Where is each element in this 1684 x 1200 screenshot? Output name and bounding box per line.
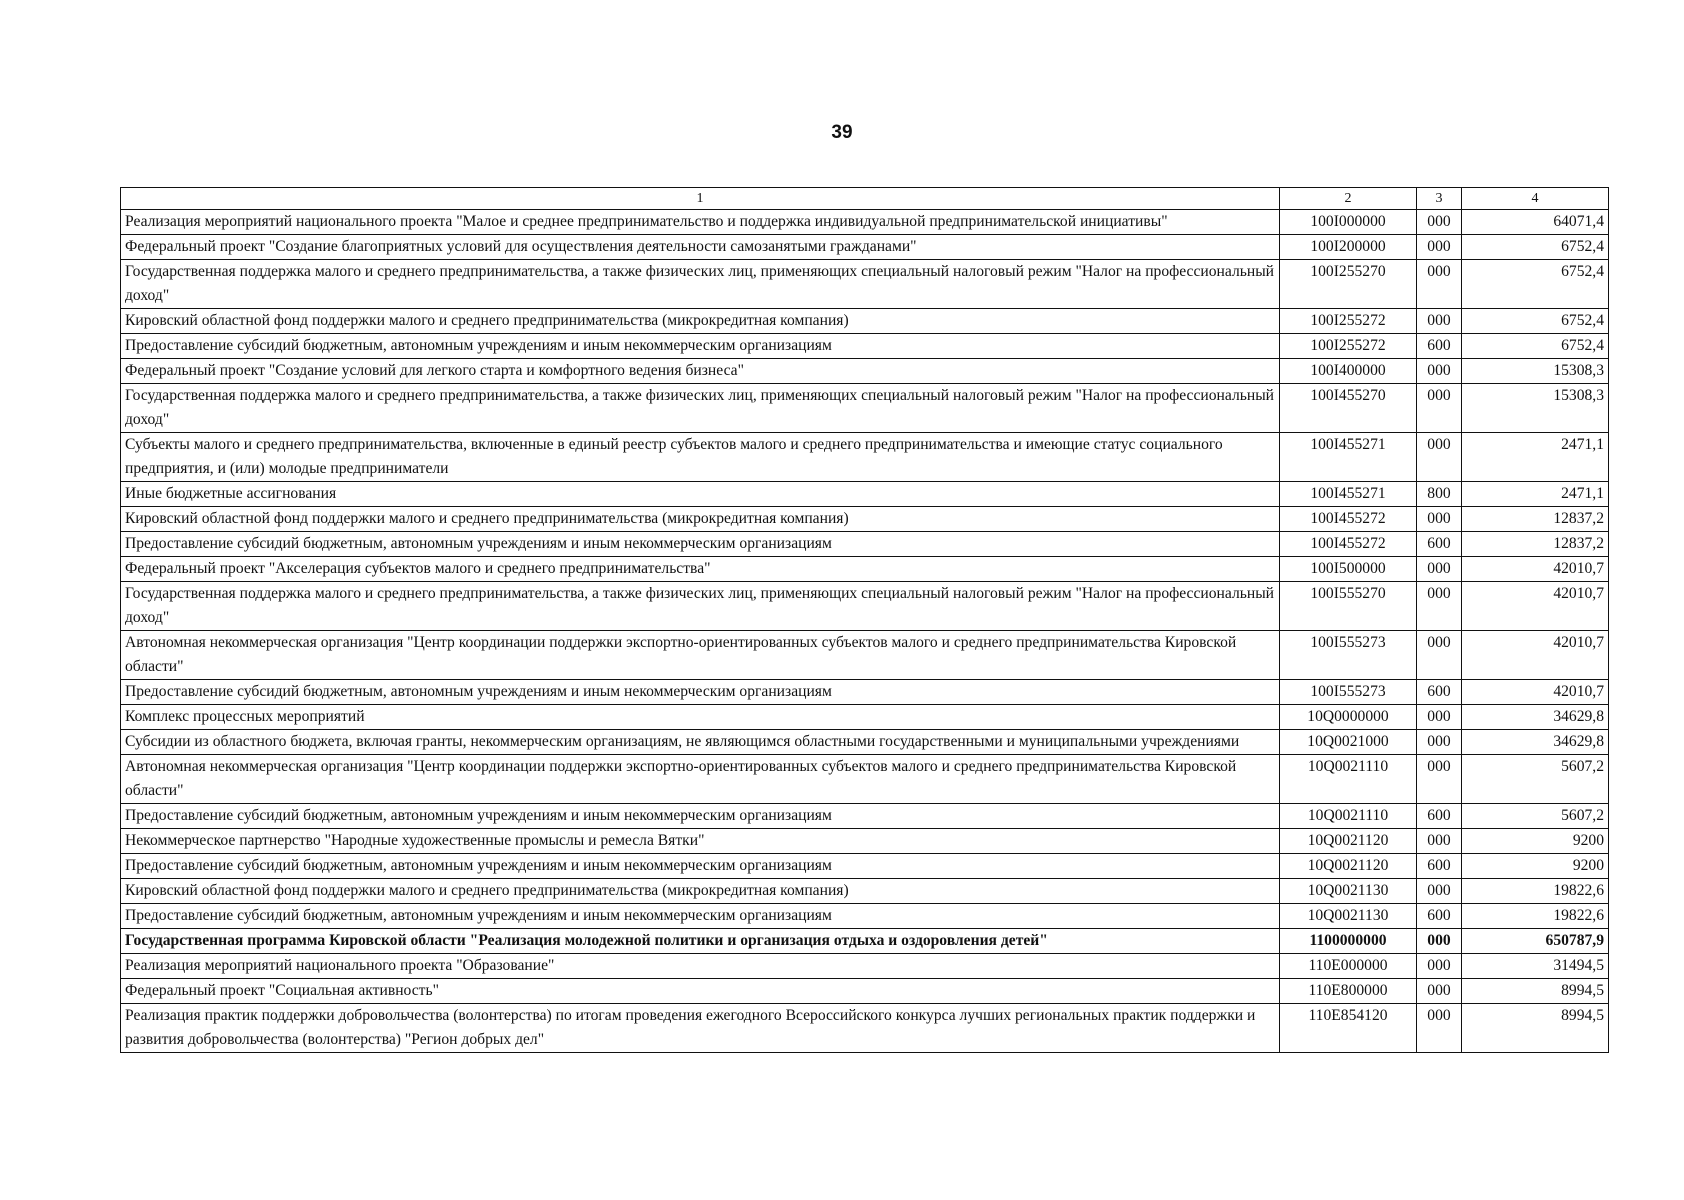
page-number: 39 <box>831 122 853 143</box>
row-amount-cell: 12837,2 <box>1462 532 1609 557</box>
row-amount-cell: 6752,4 <box>1462 235 1609 260</box>
row-code-cell: 110E000000 <box>1280 954 1417 979</box>
row-type-cell: 600 <box>1417 804 1462 829</box>
row-name-cell: Федеральный проект "Акселерация субъектов малого и среднего предпринимательства" <box>121 557 1280 582</box>
row-type-cell: 000 <box>1417 582 1462 631</box>
row-code-cell: 10Q0021110 <box>1280 755 1417 804</box>
row-amount-cell: 6752,4 <box>1462 334 1609 359</box>
row-amount-cell: 8994,5 <box>1462 1004 1609 1053</box>
row-type-cell: 600 <box>1417 680 1462 705</box>
row-code-cell: 10Q0021110 <box>1280 804 1417 829</box>
table-row <box>121 904 1609 929</box>
row-amount-cell: 31494,5 <box>1462 954 1609 979</box>
row-name-cell: Предоставление субсидий бюджетным, автономным учреждениям и иным некоммерческим организациям <box>121 854 1280 879</box>
row-type-cell: 600 <box>1417 904 1462 929</box>
column-header-amount: 4 <box>1462 188 1609 210</box>
table-row <box>121 1004 1609 1053</box>
row-type-cell: 000 <box>1417 309 1462 334</box>
row-code-cell: 100I255272 <box>1280 334 1417 359</box>
row-name-cell: Предоставление субсидий бюджетным, автономным учреждениям и иным некоммерческим организациям <box>121 334 1280 359</box>
row-code-cell: 100I400000 <box>1280 359 1417 384</box>
row-type-cell: 600 <box>1417 532 1462 557</box>
column-header-code: 2 <box>1280 188 1417 210</box>
row-name-cell: Субсидии из областного бюджета, включая гранты, некоммерческим организациям, не являющимся областными государственными и муниципальными учреждениями <box>121 730 1280 755</box>
row-amount-cell: 19822,6 <box>1462 879 1609 904</box>
column-header-name: 1 <box>121 188 1280 210</box>
row-code-cell: 100I455271 <box>1280 482 1417 507</box>
row-name-cell: Автономная некоммерческая организация "Центр координации поддержки экспортно-ориентированных субъектов малого и среднего предпринимательства Кировской области" <box>121 755 1280 804</box>
row-code-cell: 10Q0021130 <box>1280 904 1417 929</box>
row-name-cell: Реализация мероприятий национального проекта "Образование" <box>121 954 1280 979</box>
row-code-cell: 100I555273 <box>1280 680 1417 705</box>
row-amount-cell: 5607,2 <box>1462 804 1609 829</box>
row-code-cell: 100I000000 <box>1280 210 1417 235</box>
table-row <box>121 433 1609 482</box>
row-amount-cell: 42010,7 <box>1462 557 1609 582</box>
row-type-cell: 000 <box>1417 879 1462 904</box>
row-type-cell: 000 <box>1417 705 1462 730</box>
row-amount-cell: 64071,4 <box>1462 210 1609 235</box>
row-type-cell: 000 <box>1417 507 1462 532</box>
table-row <box>121 210 1609 235</box>
row-amount-cell: 6752,4 <box>1462 260 1609 309</box>
row-amount-cell: 42010,7 <box>1462 631 1609 680</box>
row-name-cell: Автономная некоммерческая организация "Центр координации поддержки экспортно-ориентированных субъектов малого и среднего предпринимательства Кировской области" <box>121 631 1280 680</box>
table-row <box>121 929 1609 954</box>
row-amount-cell: 9200 <box>1462 829 1609 854</box>
row-code-cell: 100I500000 <box>1280 557 1417 582</box>
table-row <box>121 829 1609 854</box>
row-name-cell: Государственная поддержка малого и среднего предпринимательства, а также физических лиц, применяющих специальный налоговый режим "Налог на профессиональный доход" <box>121 384 1280 433</box>
row-name-cell: Кировский областной фонд поддержки малого и среднего предпринимательства (микрокредитная компания) <box>121 879 1280 904</box>
row-type-cell: 000 <box>1417 730 1462 755</box>
row-amount-cell: 2471,1 <box>1462 482 1609 507</box>
table-row <box>121 260 1609 309</box>
row-name-cell: Государственная поддержка малого и среднего предпринимательства, а также физических лиц, применяющих специальный налоговый режим "Налог на профессиональный доход" <box>121 582 1280 631</box>
table-row <box>121 359 1609 384</box>
row-name-cell: Федеральный проект "Создание благоприятных условий для осуществления деятельности самозанятыми гражданами" <box>121 235 1280 260</box>
row-name-cell: Государственная поддержка малого и среднего предпринимательства, а также физических лиц, применяющих специальный налоговый режим "Налог на профессиональный доход" <box>121 260 1280 309</box>
row-code-cell: 100I555270 <box>1280 582 1417 631</box>
row-name-cell: Кировский областной фонд поддержки малого и среднего предпринимательства (микрокредитная компания) <box>121 507 1280 532</box>
table-row <box>121 384 1609 433</box>
row-name-cell: Реализация мероприятий национального проекта "Малое и среднее предпринимательство и поддержка индивидуальной предпринимательской инициативы" <box>121 210 1280 235</box>
row-code-cell: 10Q0021130 <box>1280 879 1417 904</box>
row-name-cell: Федеральный проект "Создание условий для легкого старта и комфортного ведения бизнеса" <box>121 359 1280 384</box>
row-name-cell: Некоммерческое партнерство "Народные художественные промыслы и ремесла Вятки" <box>121 829 1280 854</box>
table-row <box>121 235 1609 260</box>
row-type-cell: 000 <box>1417 359 1462 384</box>
table-row <box>121 954 1609 979</box>
row-code-cell: 100I455270 <box>1280 384 1417 433</box>
table-row <box>121 979 1609 1004</box>
table-row <box>121 532 1609 557</box>
table-row <box>121 804 1609 829</box>
row-name-cell: Предоставление субсидий бюджетным, автономным учреждениям и иным некоммерческим организациям <box>121 804 1280 829</box>
row-code-cell: 10Q0000000 <box>1280 705 1417 730</box>
table-row <box>121 705 1609 730</box>
row-type-cell: 000 <box>1417 210 1462 235</box>
row-type-cell: 600 <box>1417 334 1462 359</box>
table-row <box>121 507 1609 532</box>
row-type-cell: 000 <box>1417 979 1462 1004</box>
table-row <box>121 730 1609 755</box>
row-type-cell: 000 <box>1417 755 1462 804</box>
row-amount-cell: 8994,5 <box>1462 979 1609 1004</box>
row-amount-cell: 5607,2 <box>1462 755 1609 804</box>
table-row <box>121 482 1609 507</box>
row-name-cell: Реализация практик поддержки добровольчества (волонтерства) по итогам проведения ежегодного Всероссийского конкурса лучших региональных практик поддержки и развития добровольчества (волонтерства) "Регион добрых дел" <box>121 1004 1280 1053</box>
table-row <box>121 879 1609 904</box>
row-amount-cell: 34629,8 <box>1462 730 1609 755</box>
row-amount-cell: 2471,1 <box>1462 433 1609 482</box>
row-code-cell: 10Q0021000 <box>1280 730 1417 755</box>
row-code-cell: 100I555273 <box>1280 631 1417 680</box>
column-header-type: 3 <box>1417 188 1462 210</box>
row-amount-cell: 650787,9 <box>1462 929 1609 954</box>
row-name-cell: Предоставление субсидий бюджетным, автономным учреждениям и иным некоммерческим организациям <box>121 904 1280 929</box>
row-amount-cell: 15308,3 <box>1462 359 1609 384</box>
row-code-cell: 100I255272 <box>1280 309 1417 334</box>
row-code-cell: 100I455272 <box>1280 532 1417 557</box>
row-code-cell: 100I200000 <box>1280 235 1417 260</box>
row-type-cell: 000 <box>1417 384 1462 433</box>
row-name-cell: Иные бюджетные ассигнования <box>121 482 1280 507</box>
row-amount-cell: 9200 <box>1462 854 1609 879</box>
row-amount-cell: 6752,4 <box>1462 309 1609 334</box>
budget-table <box>120 187 1609 1053</box>
row-name-cell: Федеральный проект "Социальная активность" <box>121 979 1280 1004</box>
row-name-cell: Предоставление субсидий бюджетным, автономным учреждениям и иным некоммерческим организациям <box>121 532 1280 557</box>
row-name-cell: Кировский областной фонд поддержки малого и среднего предпринимательства (микрокредитная компания) <box>121 309 1280 334</box>
table-row <box>121 631 1609 680</box>
row-type-cell: 000 <box>1417 235 1462 260</box>
row-amount-cell: 34629,8 <box>1462 705 1609 730</box>
table-row <box>121 680 1609 705</box>
table-row <box>121 854 1609 879</box>
row-type-cell: 800 <box>1417 482 1462 507</box>
table-row <box>121 557 1609 582</box>
row-type-cell: 600 <box>1417 854 1462 879</box>
row-type-cell: 000 <box>1417 557 1462 582</box>
table-row <box>121 582 1609 631</box>
row-code-cell: 100I455272 <box>1280 507 1417 532</box>
row-amount-cell: 42010,7 <box>1462 582 1609 631</box>
table-header-row <box>121 188 1609 210</box>
row-type-cell: 000 <box>1417 260 1462 309</box>
row-name-cell: Комплекс процессных мероприятий <box>121 705 1280 730</box>
row-type-cell: 000 <box>1417 1004 1462 1053</box>
table-row <box>121 755 1609 804</box>
table-body <box>121 210 1609 1053</box>
row-code-cell: 110E800000 <box>1280 979 1417 1004</box>
row-type-cell: 000 <box>1417 433 1462 482</box>
row-amount-cell: 42010,7 <box>1462 680 1609 705</box>
row-code-cell: 100I455271 <box>1280 433 1417 482</box>
table-row <box>121 309 1609 334</box>
row-name-cell: Субъекты малого и среднего предпринимательства, включенные в единый реестр субъектов малого и среднего предпринимательства и имеющие статус социального предприятия, и (или) молодые предприниматели <box>121 433 1280 482</box>
row-amount-cell: 12837,2 <box>1462 507 1609 532</box>
row-name-cell: Предоставление субсидий бюджетным, автономным учреждениям и иным некоммерческим организациям <box>121 680 1280 705</box>
row-type-cell: 000 <box>1417 954 1462 979</box>
row-code-cell: 10Q0021120 <box>1280 854 1417 879</box>
row-code-cell: 1100000000 <box>1280 929 1417 954</box>
row-type-cell: 000 <box>1417 829 1462 854</box>
row-type-cell: 000 <box>1417 631 1462 680</box>
row-code-cell: 100I255270 <box>1280 260 1417 309</box>
row-code-cell: 10Q0021120 <box>1280 829 1417 854</box>
row-type-cell: 000 <box>1417 929 1462 954</box>
row-amount-cell: 15308,3 <box>1462 384 1609 433</box>
table-row <box>121 334 1609 359</box>
row-amount-cell: 19822,6 <box>1462 904 1609 929</box>
row-code-cell: 110E854120 <box>1280 1004 1417 1053</box>
row-name-cell: Государственная программа Кировской области "Реализация молодежной политики и организация отдыха и оздоровления детей" <box>121 929 1280 954</box>
